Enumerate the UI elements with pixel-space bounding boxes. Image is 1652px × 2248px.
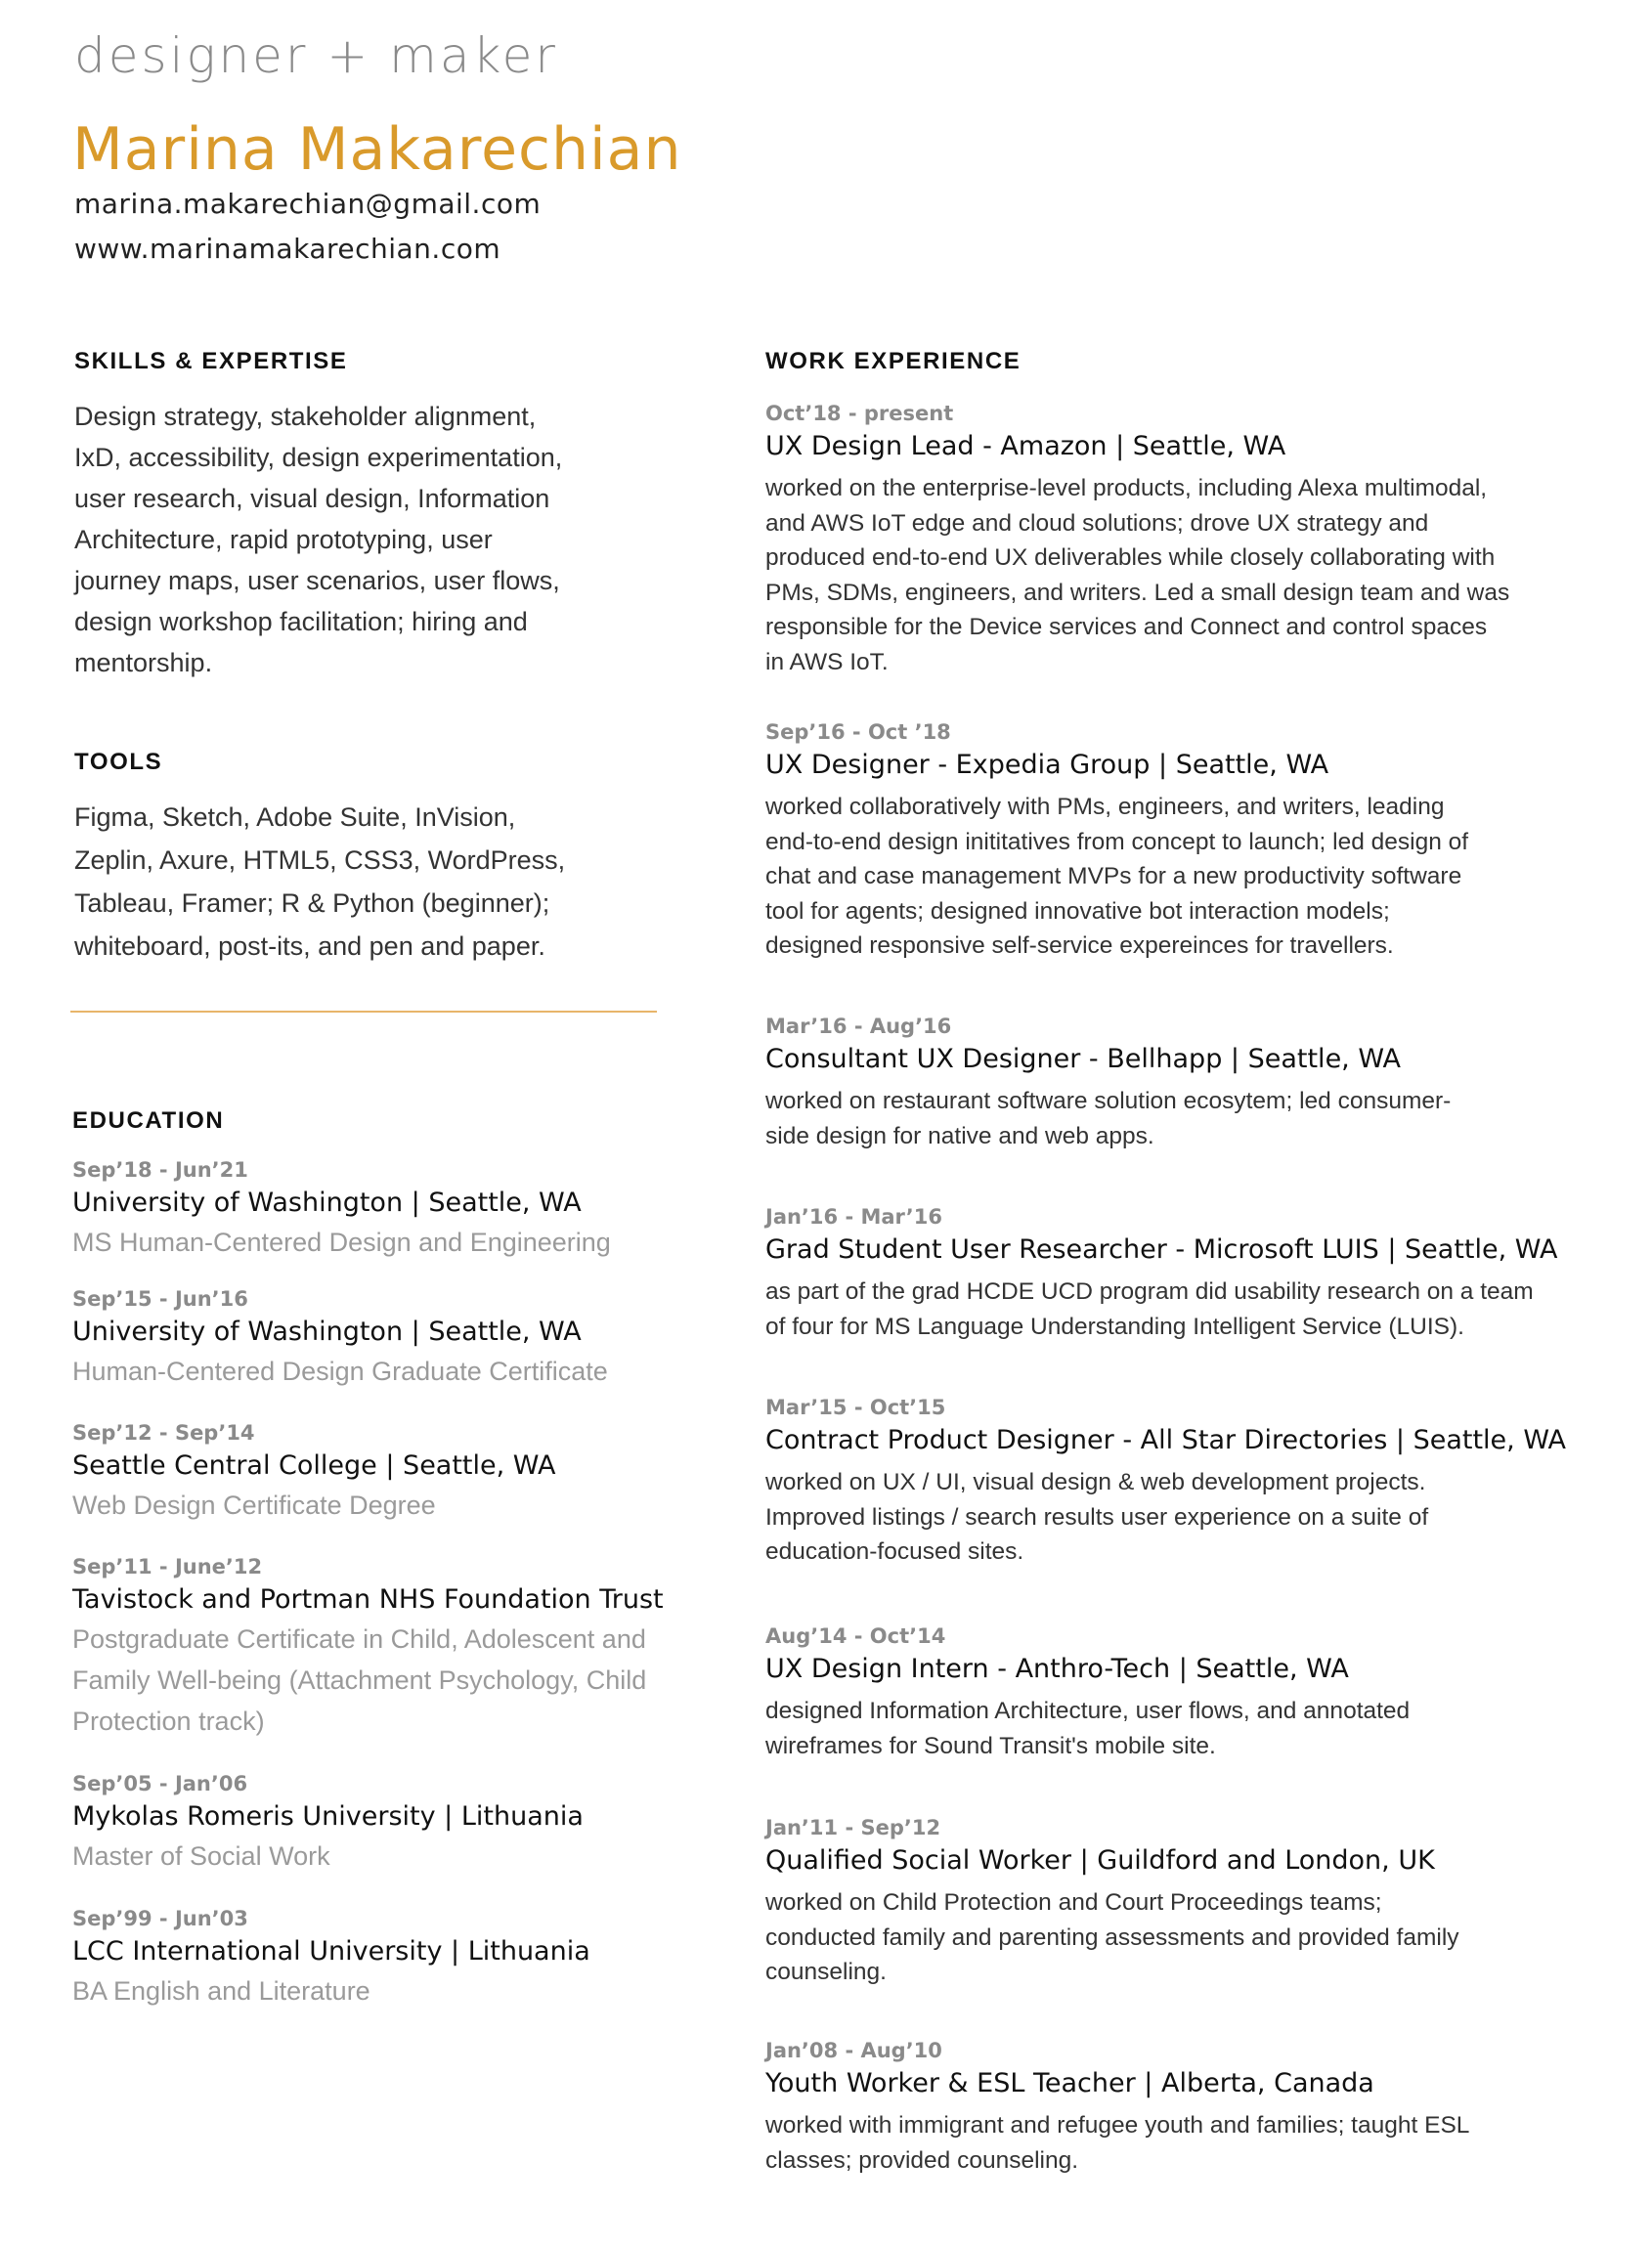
education-program-line: Postgraduate Certificate in Child, Adolescent and	[72, 1624, 646, 1654]
skills-line: Architecture, rapid prototyping, user	[74, 525, 493, 554]
skills-line: mentorship.	[74, 648, 213, 677]
work-date: Jan’08 - Aug’10	[765, 2039, 942, 2062]
work-description-line: classes; provided counseling.	[765, 2146, 1079, 2174]
work-description	[765, 1275, 1596, 1344]
work-description-line: worked collaboratively with PMs, engineers, and writers, leading	[765, 794, 1445, 820]
work-role: Qualified Social Worker | Guildford and London, UK	[765, 1845, 1435, 1876]
work-description-line: of four for MS Language Understanding Intelligent Service (LUIS).	[765, 1313, 1464, 1340]
tools-line: whiteboard, post-its, and pen and paper.	[74, 931, 545, 961]
work-entry	[765, 1012, 1596, 1153]
education-date: Sep’12 - Sep’14	[72, 1421, 255, 1445]
work-description-line: worked with immigrant and refugee youth and families; taught ESL	[765, 2112, 1470, 2139]
work-description-line: end-to-end design inititatives from concept to launch; led design of	[765, 828, 1469, 855]
work-description-line: conducted family and parenting assessments and provided family	[765, 1924, 1459, 1951]
work-date: Sep’16 - Oct ’18	[765, 720, 951, 744]
work-description-line: worked on the enterprise-level products, including Alexa multimodal,	[765, 475, 1488, 501]
education-program: Web Design Certificate Degree	[72, 1491, 436, 1520]
education-program-line: Protection track)	[72, 1707, 265, 1736]
tools-line: Figma, Sketch, Adobe Suite, InVision,	[74, 802, 516, 832]
work-role: Contract Product Designer - All Star Directories | Seattle, WA	[765, 1425, 1567, 1455]
work-description-line: wireframes for Sound Transit's mobile site.	[765, 1732, 1216, 1759]
work-description-line: designed Information Architecture, user flows, and annotated	[765, 1698, 1411, 1724]
education-heading: EDUCATION	[72, 1107, 225, 1134]
education-program: Human-Centered Design Graduate Certificate	[72, 1357, 608, 1386]
tools-line: Tableau, Framer; R & Python (beginner);	[74, 888, 550, 918]
candidate-name: Marina Makarechian	[72, 115, 682, 184]
education-program: BA English and Literature	[72, 1976, 370, 2006]
work-heading: WORK EXPERIENCE	[765, 348, 1022, 374]
work-description-line: designed responsive self-service expereinces for travellers.	[765, 932, 1394, 959]
education-entry	[72, 1904, 678, 2011]
education-school: University of Washington | Seattle, WA	[72, 1317, 582, 1347]
work-date: Jan’16 - Mar’16	[765, 1205, 942, 1229]
skills-line: user research, visual design, Information	[74, 484, 550, 513]
skills-line: Design strategy, stakeholder alignment,	[74, 402, 537, 431]
work-date: Aug’14 - Oct’14	[765, 1624, 946, 1648]
skills-heading: SKILLS & EXPERTISE	[74, 348, 348, 374]
education-date: Sep’05 - Jan’06	[72, 1772, 248, 1795]
tagline: designer + maker	[74, 27, 558, 84]
work-entry	[765, 2036, 1596, 2178]
work-description-line: and AWS IoT edge and cloud solutions; drove UX strategy and	[765, 509, 1429, 537]
work-description	[765, 1084, 1596, 1153]
work-description-line: worked on restaurant software solution ecosytem; led consumer-	[765, 1088, 1452, 1114]
skills-line: design workshop facilitation; hiring and	[74, 607, 528, 636]
work-date: Mar’15 - Oct’15	[765, 1396, 946, 1419]
section-divider	[70, 1011, 657, 1013]
work-role: Consultant UX Designer - Bellhapp | Seattle, WA	[765, 1044, 1402, 1074]
work-role: Grad Student User Researcher - Microsoft LUIS | Seattle, WA	[765, 1234, 1558, 1265]
work-role: UX Design Lead - Amazon | Seattle, WA	[765, 431, 1286, 461]
education-date: Sep’18 - Jun’21	[72, 1158, 248, 1182]
skills-line: journey maps, user scenarios, user flows,	[74, 566, 560, 595]
education-program-line: Family Well-being (Attachment Psychology, Child	[72, 1665, 647, 1695]
education-school: Mykolas Romeris University | Lithuania	[72, 1801, 584, 1832]
education-school: Seattle Central College | Seattle, WA	[72, 1450, 556, 1481]
work-description-line: as part of the grad HCDE UCD program did usability research on a team	[765, 1278, 1534, 1305]
work-description	[765, 1465, 1596, 1570]
education-school: LCC International University | Lithuania	[72, 1936, 590, 1967]
work-description	[765, 1885, 1596, 1990]
work-description	[765, 2108, 1596, 2178]
work-description-line: produced end-to-end UX deliverables while closely collaborating with	[765, 544, 1496, 571]
work-description-line: Improved listings / search results user experience on a suite of	[765, 1503, 1429, 1531]
education-program: MS Human-Centered Design and Engineering	[72, 1228, 611, 1257]
website-link[interactable]: www.marinamakarechian.com	[74, 233, 501, 265]
work-role: UX Designer - Expedia Group | Seattle, WA	[765, 750, 1329, 780]
work-description	[765, 790, 1596, 964]
skills-text	[74, 396, 680, 683]
work-date: Mar’16 - Aug’16	[765, 1015, 952, 1038]
education-entry	[72, 1155, 678, 1263]
work-date: Jan’11 - Sep’12	[765, 1816, 941, 1839]
work-description	[765, 1694, 1596, 1763]
education-entry	[72, 1418, 678, 1526]
work-description-line: worked on UX / UI, visual design & web development projects.	[765, 1469, 1426, 1495]
work-entry	[765, 399, 1596, 679]
education-entry	[72, 1769, 678, 1877]
work-role: UX Design Intern - Anthro-Tech | Seattle, WA	[765, 1654, 1349, 1684]
work-description-line: education-focused sites.	[765, 1538, 1024, 1565]
skills-line: IxD, accessibility, design experimentation,	[74, 443, 563, 472]
work-description-line: side design for native and web apps.	[765, 1122, 1154, 1149]
education-school: University of Washington | Seattle, WA	[72, 1188, 582, 1218]
work-description-line: PMs, SDMs, engineers, and writers. Led a small design team and was	[765, 579, 1510, 606]
work-entry	[765, 717, 1596, 964]
work-description-line: worked on Child Protection and Court Proceedings teams;	[765, 1889, 1382, 1916]
education-date: Sep’11 - June’12	[72, 1555, 263, 1578]
education-date: Sep’99 - Jun’03	[72, 1907, 248, 1930]
education-entry	[72, 1284, 678, 1392]
email-link[interactable]: marina.makarechian@gmail.com	[74, 188, 542, 220]
work-entry	[765, 1202, 1596, 1344]
work-description-line: chat and case management MVPs for a new productivity software	[765, 863, 1462, 889]
work-role: Youth Worker & ESL Teacher | Alberta, Canada	[765, 2068, 1374, 2098]
education-date: Sep’15 - Jun’16	[72, 1287, 248, 1311]
tools-heading: TOOLS	[74, 749, 163, 775]
education-entry	[72, 1552, 678, 1742]
work-date: Oct’18 - present	[765, 402, 954, 425]
education-school: Tavistock and Portman NHS Foundation Trust	[72, 1584, 664, 1615]
tools-text	[74, 796, 680, 968]
work-entry	[765, 1393, 1596, 1570]
work-entry	[765, 1621, 1596, 1763]
work-description-line: tool for agents; designed innovative bot interaction models;	[765, 897, 1390, 925]
education-program: Master of Social Work	[72, 1841, 330, 1871]
work-description	[765, 471, 1596, 679]
work-description-line: counseling.	[765, 1959, 887, 1985]
work-entry	[765, 1813, 1596, 1990]
work-description-line: in AWS IoT.	[765, 648, 889, 675]
work-description-line: responsible for the Device services and Connect and control spaces	[765, 614, 1488, 640]
tools-line: Zeplin, Axure, HTML5, CSS3, WordPress,	[74, 845, 566, 875]
